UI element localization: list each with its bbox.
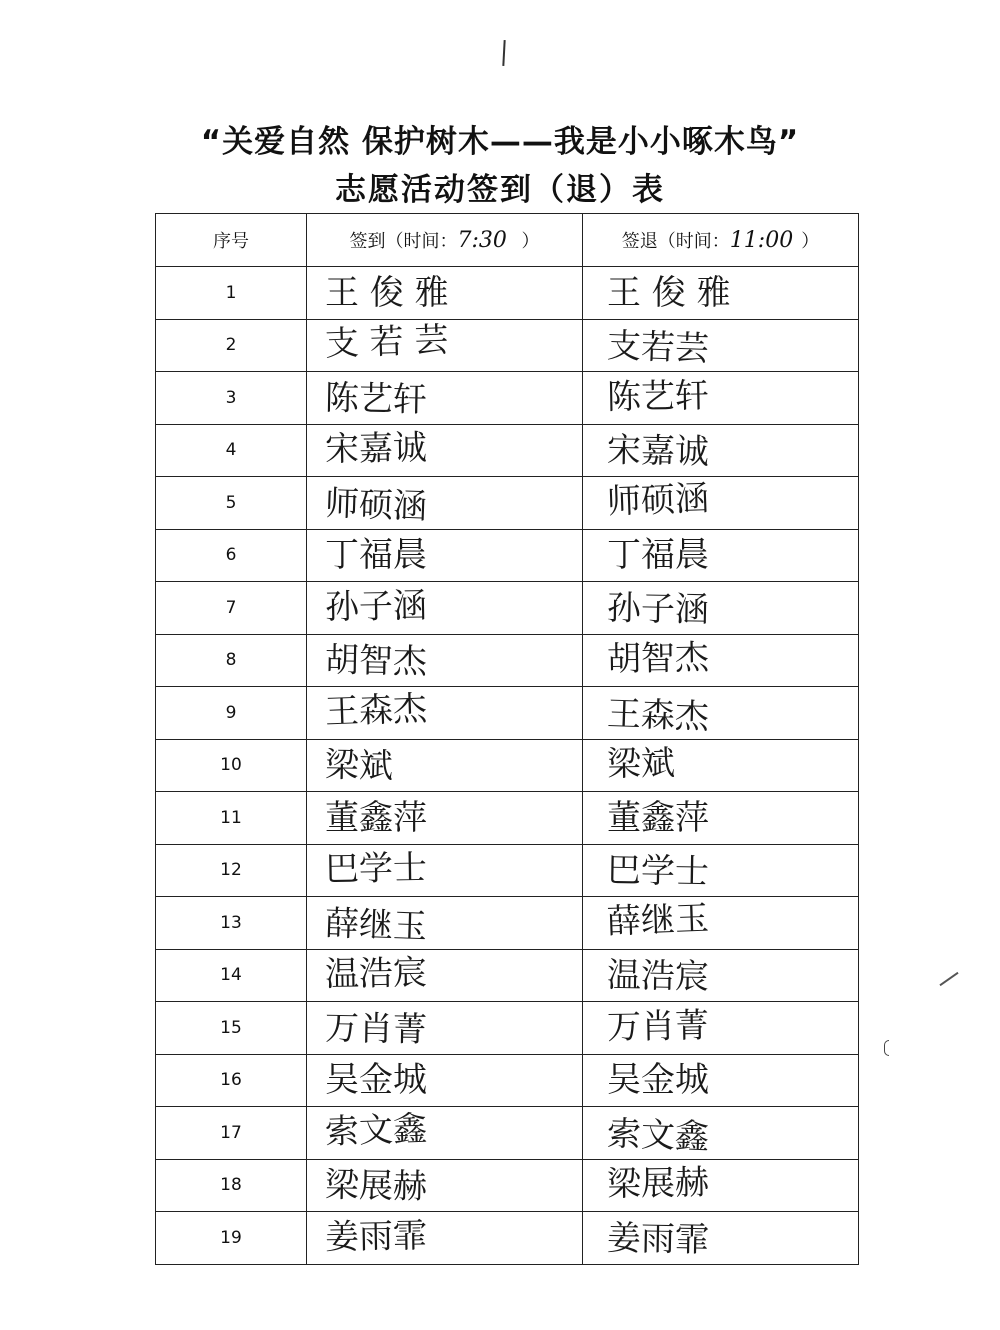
sign-in-signature: 吴金城 <box>325 1060 427 1101</box>
sign-out-signature: 师硕涵 <box>606 478 710 522</box>
sign-in-cell <box>307 582 583 635</box>
header-sign-out <box>583 214 859 267</box>
sign-in-signature: 薛继玉 <box>324 903 428 947</box>
sign-in-cell <box>307 949 583 1002</box>
sign-out-signature: 宋嘉诚 <box>606 430 710 473</box>
sign-out-cell <box>583 1054 859 1107</box>
row-number: 8 <box>156 634 307 687</box>
sign-in-cell <box>307 319 583 372</box>
sign-in-table <box>155 213 859 1265</box>
sign-out-signature: 王 俊 雅 <box>607 272 731 313</box>
sign-in-signature: 王 俊 雅 <box>325 272 449 313</box>
sign-out-signature: 丁福晨 <box>607 535 709 576</box>
row-number: 2 <box>156 319 307 372</box>
sign-in-cell <box>307 844 583 897</box>
sign-in-cell <box>307 529 583 582</box>
sign-in-cell <box>307 739 583 792</box>
sign-in-signature: 董鑫萍 <box>325 797 427 838</box>
sign-out-cell <box>583 1107 859 1160</box>
sign-out-cell <box>583 844 859 897</box>
sign-out-signature: 姜雨霏 <box>606 1218 710 1260</box>
row-number: 3 <box>156 372 307 425</box>
row-number: 19 <box>156 1212 307 1265</box>
sign-in-cell <box>307 477 583 530</box>
row-number: 11 <box>156 792 307 845</box>
sign-out-cell <box>583 792 859 845</box>
sign-in-signature: 索文鑫 <box>324 1108 428 1153</box>
table-row <box>156 1054 859 1107</box>
sign-out-close-paren: ） <box>801 231 820 252</box>
sign-in-signature: 巴学士 <box>324 848 428 890</box>
sign-in-cell <box>307 792 583 845</box>
table-row <box>156 1212 859 1265</box>
row-number: 17 <box>156 1107 307 1160</box>
sign-out-signature: 陈艺轩 <box>606 375 710 418</box>
sign-out-cell <box>583 949 859 1002</box>
sign-out-cell <box>583 267 859 320</box>
sign-in-signature: 支 若 芸 <box>324 320 450 365</box>
sign-in-signature: 孙子涵 <box>324 585 428 628</box>
table-header-row <box>156 214 859 267</box>
row-number: 14 <box>156 949 307 1002</box>
sign-in-cell <box>307 634 583 687</box>
sign-out-signature: 孙子涵 <box>606 588 710 630</box>
table-row <box>156 267 859 320</box>
sign-out-signature: 董鑫萍 <box>607 797 709 838</box>
table-row <box>156 687 859 740</box>
sign-in-cell <box>307 372 583 425</box>
row-number: 15 <box>156 1002 307 1055</box>
sign-out-cell <box>583 424 859 477</box>
row-number: 6 <box>156 529 307 582</box>
sign-out-signature: 梁斌 <box>606 743 676 785</box>
scan-artifact-right-curl <box>884 1040 889 1056</box>
sign-out-cell <box>583 529 859 582</box>
sign-in-signature: 梁展赫 <box>324 1165 428 1208</box>
table-row <box>156 792 859 845</box>
sign-in-signature: 王森杰 <box>324 688 428 733</box>
sign-out-cell <box>583 897 859 950</box>
table-row <box>156 582 859 635</box>
sign-out-signature: 巴学士 <box>606 850 710 893</box>
sign-out-signature: 梁展赫 <box>606 1163 710 1205</box>
sign-out-cell <box>583 687 859 740</box>
sign-out-cell <box>583 1002 859 1055</box>
row-number: 18 <box>156 1159 307 1212</box>
page-subtitle: 志愿活动签到（退）表 <box>335 172 665 208</box>
sign-in-signature: 万肖菁 <box>324 1008 428 1050</box>
table-row <box>156 529 859 582</box>
table-row <box>156 319 859 372</box>
sign-out-cell <box>583 477 859 530</box>
header-index: 序号 <box>156 214 307 267</box>
sign-in-time: 7:30 <box>457 228 507 253</box>
sign-in-signature: 丁福晨 <box>325 535 427 576</box>
table-row <box>156 1107 859 1160</box>
scan-artifact-right <box>939 972 958 986</box>
row-number: 9 <box>156 687 307 740</box>
sign-out-time: 11:00 <box>729 228 794 253</box>
table-row <box>156 897 859 950</box>
row-number: 16 <box>156 1054 307 1107</box>
sign-out-label: 签退（时间： <box>621 231 730 252</box>
sign-in-label: 签到（时间： <box>349 231 458 252</box>
sign-in-signature: 师硕涵 <box>324 483 428 527</box>
table-row <box>156 739 859 792</box>
row-number: 12 <box>156 844 307 897</box>
sign-in-cell <box>307 424 583 477</box>
sign-in-cell <box>307 267 583 320</box>
table-row <box>156 424 859 477</box>
row-number: 13 <box>156 897 307 950</box>
sign-out-cell <box>583 372 859 425</box>
sign-out-cell <box>583 319 859 372</box>
sign-out-cell <box>583 1212 859 1265</box>
sign-out-cell <box>583 634 859 687</box>
sign-in-cell <box>307 1002 583 1055</box>
sign-in-cell <box>307 1107 583 1160</box>
row-number: 4 <box>156 424 307 477</box>
sign-out-signature: 吴金城 <box>607 1060 709 1101</box>
sign-in-cell <box>307 1159 583 1212</box>
sign-out-signature: 索文鑫 <box>606 1113 710 1158</box>
sign-in-signature: 胡智杰 <box>324 640 428 683</box>
row-number: 5 <box>156 477 307 530</box>
sign-out-signature: 胡智杰 <box>606 638 710 680</box>
sign-in-signature: 温浩宸 <box>324 953 428 995</box>
table-row <box>156 949 859 1002</box>
sign-out-signature: 王森杰 <box>606 693 710 738</box>
sign-in-signature: 宋嘉诚 <box>324 428 428 470</box>
sign-in-cell <box>307 1212 583 1265</box>
sign-in-cell <box>307 897 583 950</box>
sign-in-close-paren: ） <box>521 231 540 252</box>
scan-artifact-top <box>502 40 505 66</box>
sign-in-signature: 陈艺轩 <box>324 378 428 420</box>
sign-in-cell <box>307 1054 583 1107</box>
table-row <box>156 1002 859 1055</box>
row-number: 7 <box>156 582 307 635</box>
sign-in-signature: 姜雨霏 <box>324 1215 428 1258</box>
sign-out-signature: 支若芸 <box>606 326 710 370</box>
row-number: 1 <box>156 267 307 320</box>
page-title: “关爱自然 保护树木——我是小小啄木鸟” <box>200 124 800 160</box>
row-number: 10 <box>156 739 307 792</box>
sign-out-signature: 温浩宸 <box>606 955 710 998</box>
table-row <box>156 844 859 897</box>
sign-in-cell <box>307 687 583 740</box>
header-sign-in <box>307 214 583 267</box>
sign-out-cell <box>583 739 859 792</box>
sign-out-signature: 万肖菁 <box>606 1005 710 1048</box>
table-row <box>156 1159 859 1212</box>
sign-out-cell <box>583 582 859 635</box>
sign-out-cell <box>583 1159 859 1212</box>
table-row <box>156 372 859 425</box>
sign-out-signature: 薛继玉 <box>606 898 710 942</box>
table-row <box>156 477 859 530</box>
sign-in-signature: 梁斌 <box>324 745 394 787</box>
table-row <box>156 634 859 687</box>
